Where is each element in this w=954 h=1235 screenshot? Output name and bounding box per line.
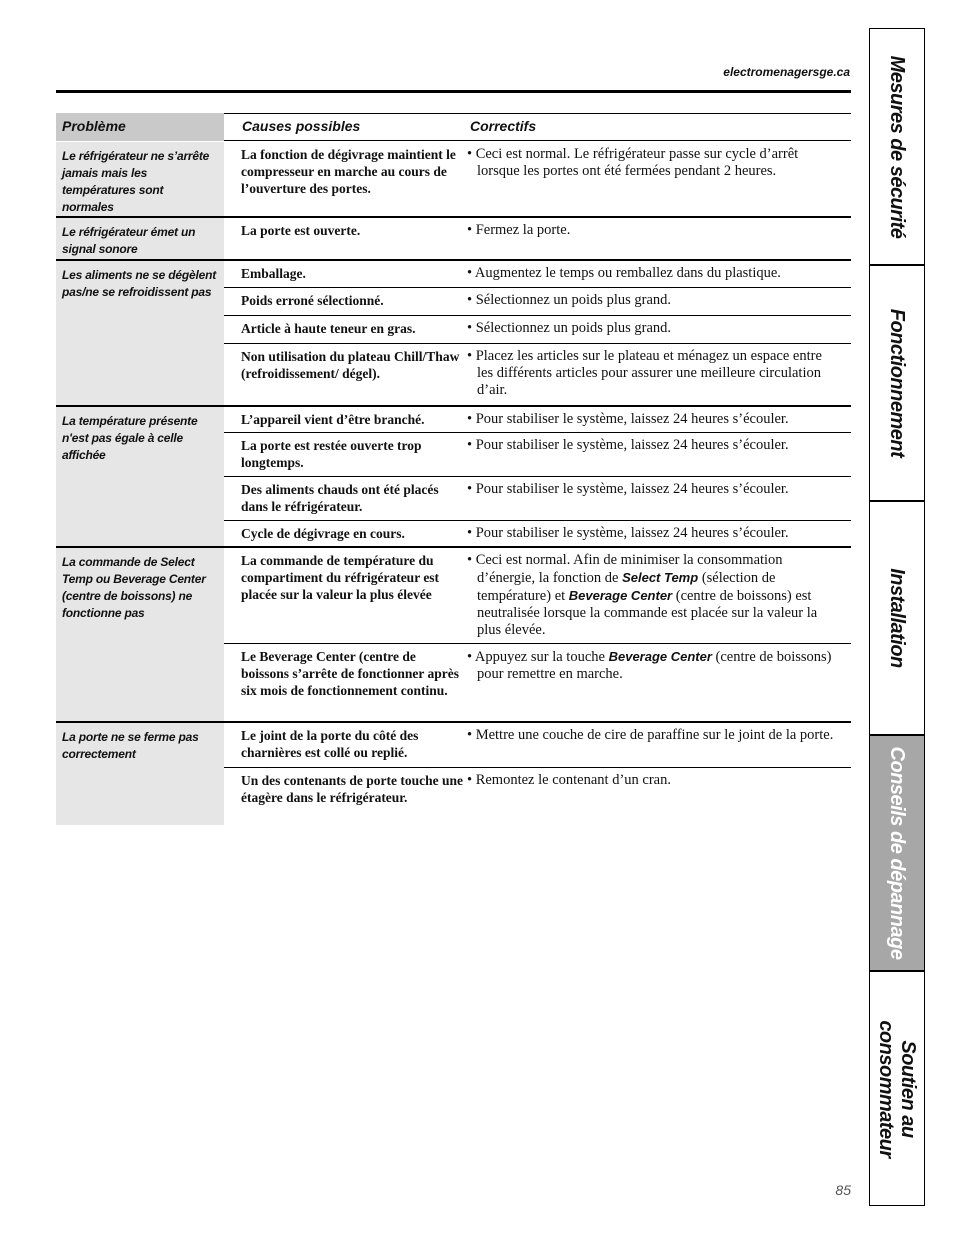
header-causes: Causes possibles (242, 118, 361, 134)
table-header (56, 113, 851, 141)
table-row (224, 548, 851, 644)
header-bottom-rule (224, 140, 851, 141)
cause-cell: Des aliments chauds ont été placés dans le réfrigérateur. (241, 482, 439, 514)
table-row (224, 344, 851, 407)
table-row (224, 521, 851, 548)
cause-cell: Le joint de la porte du côté des charnières est collé ou replié. (241, 728, 419, 760)
table-row (224, 261, 851, 288)
tab-installation[interactable] (870, 502, 924, 736)
top-rule (56, 90, 851, 93)
fix-text: • Ceci est normal. Afin de minimiser la consommation d’énergie, la fonction de (467, 552, 783, 586)
problem-group (56, 548, 851, 723)
fix-text: (centre de boissons) est neutralisée lorsque la commande est placée sur la valeur la plus élevée. (477, 588, 818, 638)
problem-group (56, 261, 851, 407)
tab-fonctionnement[interactable] (870, 266, 924, 502)
cause-cell: Un des contenants de porte touche une étagère dans le réfrigérateur. (241, 773, 464, 805)
fix-keyword: Beverage Center (608, 649, 712, 664)
fix-keyword: Beverage Center (568, 588, 673, 603)
fix-text: (sélection de température) et (477, 570, 776, 604)
fix-cell: • Remontez le contenant d’un cran. (467, 772, 671, 788)
problem-cell: Le réfrigérateur émet un signal sonore (56, 218, 224, 261)
fix-cell: • Pour stabiliser le système, laissez 24 heures s’écouler. (467, 411, 789, 427)
fix-cell: • Pour stabiliser le système, laissez 24 heures s’écouler. (467, 481, 789, 497)
fix-cell: • Augmentez le temps ou remballez dans du plastique. (467, 265, 781, 281)
fix-cell: • Pour stabiliser le système, laissez 24 heures s’écouler. (467, 437, 789, 453)
tab-label: Installation (886, 568, 908, 668)
problem-cell: La porte ne se ferme pas correctement (56, 723, 224, 825)
cause-cell: Non utilisation du plateau Chill/Thaw (refroidissement/ dégel). (241, 349, 460, 381)
problem-group (56, 218, 851, 261)
cause-cell: La commande de température du compartiment du réfrigérateur est placée sur la valeur la plus élevée (241, 553, 440, 602)
cause-cell: La porte est restée ouverte trop longtemps. (241, 438, 422, 470)
fix-cell: • Fermez la porte. (467, 222, 571, 238)
cause-cell: L’appareil vient d’être branché. (241, 412, 425, 427)
fix-cell: • Ceci est normal. Le réfrigérateur passe sur cycle d’arrêt lorsque les portes ont été fermées pendant 2 heures. (467, 146, 799, 179)
header-correctifs: Correctifs (470, 118, 537, 134)
section-tabs (869, 28, 925, 1206)
cause-cell: Emballage. (241, 266, 306, 281)
problem-group (56, 142, 851, 218)
cause-cell: Le Beverage Center (centre de boissons s’arrête de fonctionner après six mois de fonctionnement continu. (241, 649, 459, 698)
table-row (224, 477, 851, 521)
cause-cell: Article à haute teneur en gras. (241, 321, 416, 336)
problem-cell: La température présente n'est pas égale à celle affichée (56, 407, 224, 548)
site-url: electromenagersge.ca (723, 65, 850, 79)
tab-conseils-de-depannage[interactable] (870, 736, 924, 972)
tab-soutien-au-consommateur[interactable] (870, 972, 924, 1205)
fix-cell: • Pour stabiliser le système, laissez 24 heures s’écouler. (467, 525, 789, 541)
fix-cell: • Sélectionnez un poids plus grand. (467, 292, 672, 308)
tab-label: Conseils de dépannage (886, 746, 908, 960)
problem-cell: Les aliments ne se dégèlent pas/ne se refroidissent pas (56, 261, 224, 407)
cause-cell: Poids erroné sélectionné. (241, 293, 384, 308)
cause-cell: Cycle de dégivrage en cours. (241, 526, 405, 541)
header-probleme: Problème (56, 113, 224, 141)
fix-cell (467, 648, 837, 683)
fix-keyword: Select Temp (622, 570, 699, 585)
tab-label: Soutien au consommateur (875, 1019, 919, 1158)
table-row (224, 768, 851, 825)
problem-cell: Le réfrigérateur ne s’arrête jamais mais les températures sont normales (56, 142, 224, 218)
cause-cell: La porte est ouverte. (241, 223, 361, 238)
table-row (224, 407, 851, 433)
problem-group (56, 723, 851, 825)
cause-cell: La fonction de dégivrage maintient le compresseur en marche au cours de l’ouverture des portes. (241, 147, 456, 196)
problem-group (56, 407, 851, 548)
page-number: 85 (835, 1182, 851, 1198)
fix-cell (467, 552, 837, 639)
tab-mesures-de-securite[interactable] (870, 29, 924, 266)
fix-text: (centre de boissons) pour remettre en marche. (477, 649, 832, 682)
problem-cell: La commande de Select Temp ou Beverage Center (centre de boissons) ne fonctionne pas (56, 548, 224, 723)
fix-cell: • Sélectionnez un poids plus grand. (467, 320, 672, 336)
table-row (224, 723, 851, 768)
table-row (224, 433, 851, 477)
table-row (224, 316, 851, 344)
table-row (224, 218, 851, 261)
table-row (224, 288, 851, 316)
tab-label: Mesures de sécurité (886, 55, 908, 238)
tab-label: Fonctionnement (886, 308, 908, 458)
fix-text: • Appuyez sur la touche (467, 649, 609, 665)
fix-cell: • Placez les articles sur le plateau et ménagez un espace entre les différents articles pour assurer une meilleure circulation d’air. (467, 348, 822, 398)
table-row (224, 142, 851, 218)
table-row (224, 644, 851, 723)
fix-cell: • Mettre une couche de cire de paraffine sur le joint de la porte. (467, 727, 834, 743)
